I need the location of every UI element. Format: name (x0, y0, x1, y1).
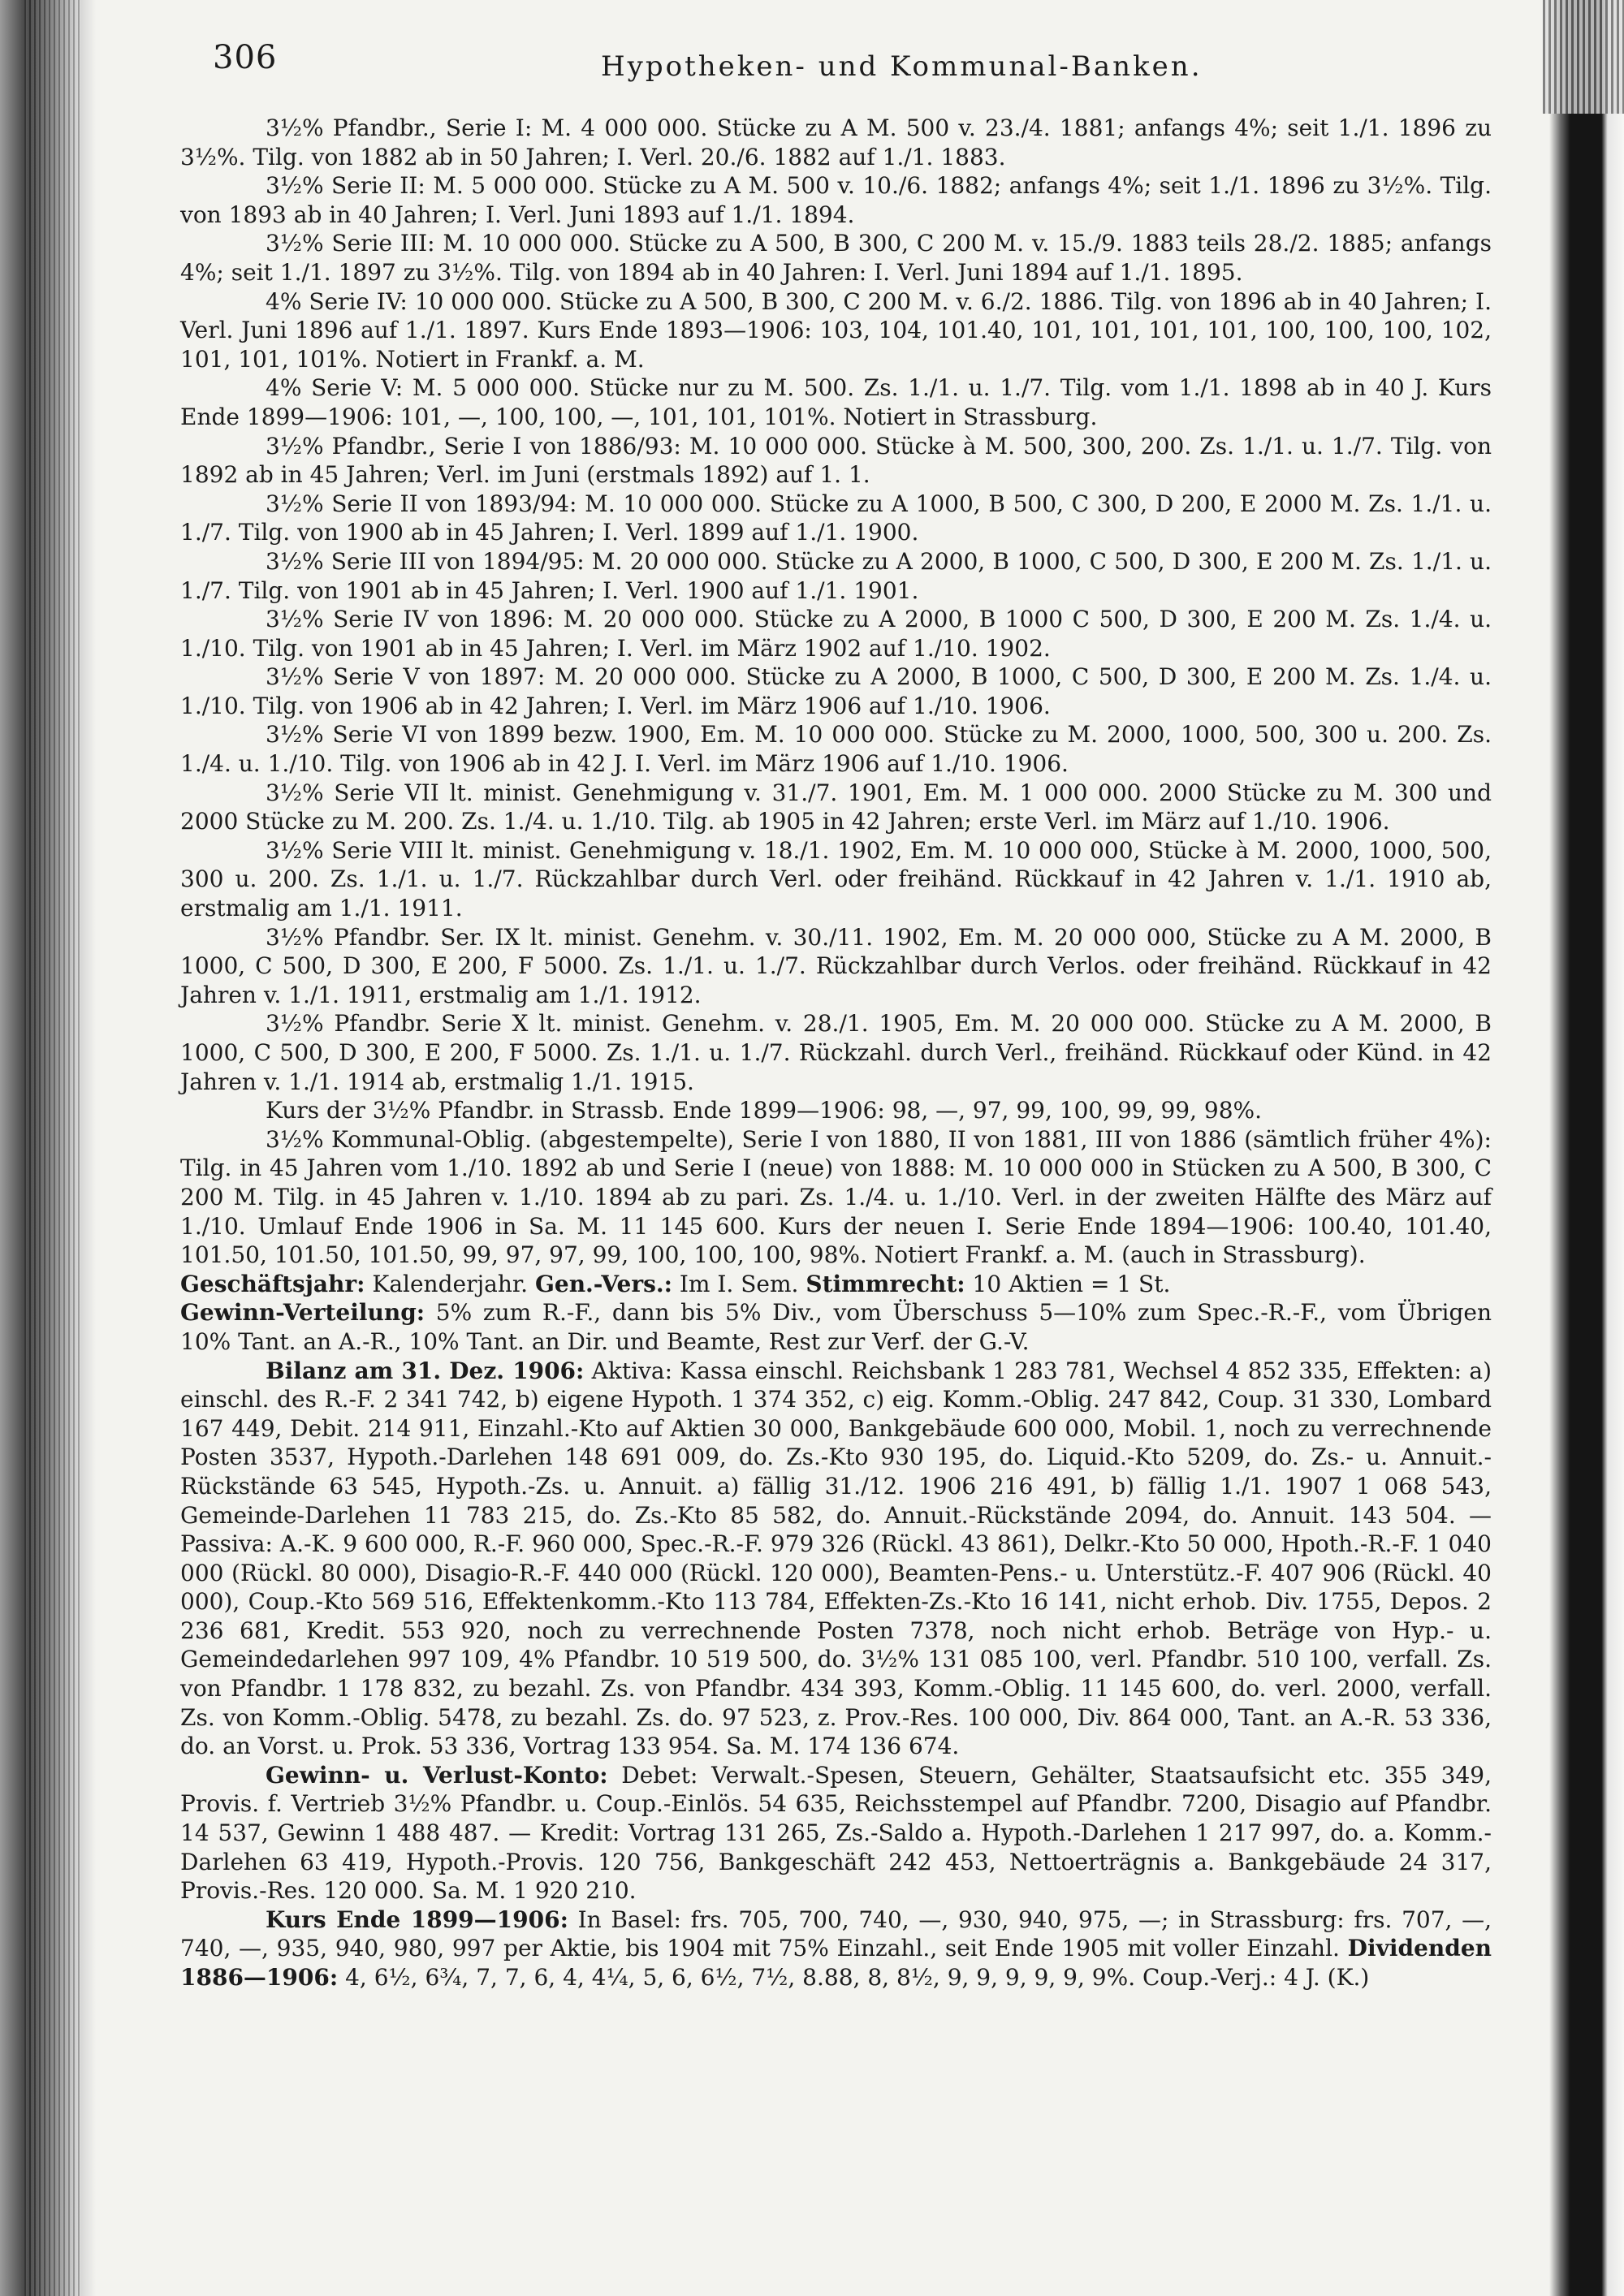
geschaeftsjahr-label: Geschäftsjahr: (180, 1270, 365, 1297)
kurs-text: In Basel: frs. 705, 700, 740, —, 930, 940, 975, —; in Strassburg: frs. 707, —, 740, —, 935, 940, 980, 997 per Aktie, bis 1904 mit 75% Einzahl., seit Ende 1905 mit voller Einzahl. (180, 1905, 1492, 1962)
kurs-label: Kurs Ende 1899—1906: (266, 1905, 568, 1933)
bond-paragraph: 3½% Serie IV von 1896: M. 20 000 000. Stücke zu A 2000, B 1000 C 500, D 300, E 200 M. Zs. 1./4. u. 1./10. Tilg. von 1901 ab in 45 Jahren; I. Verl. im März 1902 auf 1./10. 1902. (180, 606, 1492, 662)
gewinn-paragraph (180, 1298, 1492, 1356)
bond-paragraph: 3½% Serie II: M. 5 000 000. Stücke zu A M. 500 v. 10./6. 1882; anfangs 4%; seit 1./1. 1896 zu 3½%. Tilg. von 1893 ab in 40 Jahren; I. Verl. Juni 1893 auf 1./1. 1894. (180, 172, 1492, 228)
page-edge-texture (1543, 0, 1624, 114)
bond-paragraph: 3½% Serie V von 1897: M. 20 000 000. Stücke zu A 2000, B 1000, C 500, D 300, E 200 M. Zs. 1./4. u. 1./10. Tilg. von 1906 ab in 42 Jahren; I. Verl. im März 1906 auf 1./10. 1906. (180, 663, 1492, 719)
genvers-text: Im I. Sem. (672, 1270, 806, 1297)
genvers-label: Gen.-Vers.: (534, 1270, 672, 1297)
book-spine-gutter (0, 0, 96, 2296)
bond-paragraph: 3½% Serie VIII lt. minist. Genehmigung v. 18./1. 1902, Em. M. 10 000 000, Stücke à M. 2000, 1000, 500, 300 u. 200. Zs. 1./1. u. 1./7. Rückzahlbar durch Verl. oder freihänd. Rückkauf in 42 Jahren v. 1./1. 1910 ab, erstmalig am 1./1. 1911. (180, 836, 1492, 922)
bond-paragraph: 3½% Pfandbr. Serie X lt. minist. Genehm. v. 28./1. 1905, Em. M. 20 000 000. Stücke zu A M. 2000, B 1000, C 500, D 300, E 200, F 5000. Zs. 1./1. u. 1./7. Rückzahl. durch Verl., freihänd. Rückkauf oder Künd. in 42 Jahren v. 1./1. 1914 ab, erstmalig 1./1. 1915. (180, 1010, 1492, 1095)
bond-paragraph: 3½% Serie II von 1893/94: M. 10 000 000. Stücke zu A 1000, B 500, C 300, D 200, E 2000 M. Zs. 1./1. u. 1./7. Tilg. von 1900 ab in 45 Jahren; I. Verl. 1899 auf 1./1. 1900. (180, 490, 1492, 546)
running-head: Hypotheken- und Kommunal-Banken. (601, 50, 1203, 83)
bilanz-label: Bilanz am 31. Dez. 1906: (266, 1357, 585, 1384)
bond-paragraph: 3½% Pfandbr., Serie I: M. 4 000 000. Stücke zu A M. 500 v. 23./4. 1881; anfangs 4%; seit 1./1. 1896 zu 3½%. Tilg. von 1882 ab in 50 Jahren; I. Verl. 20./6. 1882 auf 1./1. 1883. (180, 114, 1492, 170)
bond-paragraph: 3½% Serie III: M. 10 000 000. Stücke zu A 500, B 300, C 200 M. v. 15./9. 1883 teils 28./2. 1885; anfangs 4%; seit 1./1. 1897 zu 3½%. Tilg. von 1894 ab in 40 Jahren: I. Verl. Juni 1894 auf 1./1. 1895. (180, 230, 1492, 286)
page-number: 306 (213, 39, 278, 76)
bond-paragraph: 4% Serie IV: 10 000 000. Stücke zu A 500, B 300, C 200 M. v. 6./2. 1886. Tilg. von 1896 ab in 40 Jahren; I. Verl. Juni 1896 auf 1./1. 1897. Kurs Ende 1893—1906: 103, 104, 101.40, 101, 101, 101, 101, 100, 100, 100, 102, 101, 101, 101%. Notiert in Frankf. a. M. (180, 287, 1492, 373)
bond-paragraph: 3½% Serie VI von 1899 bezw. 1900, Em. M. 10 000 000. Stücke zu M. 2000, 1000, 500, 300 u. 200. Zs. 1./4. u. 1./10. Tilg. von 1906 ab in 42 J. I. Verl. im März 1906 auf 1./10. 1906. (180, 721, 1492, 778)
stimmrecht-text: 10 Aktien = 1 St. (965, 1270, 1171, 1297)
guv-paragraph (180, 1761, 1492, 1905)
stimmrecht-label: Stimmrecht: (806, 1270, 965, 1297)
bilanz-text: Aktiva: Kassa einschl. Reichsbank 1 283 781, Wechsel 4 852 335, Effekten: a) einschl. des R.-F. 2 341 742, b) eigene Hypoth. 1 374 352, c) eig. Komm.-Oblig. 247 842, Coup. 31 330, Lombard 167 449, Debit. 214 911, Einzahl.-Kto auf Aktien 30 000, Bankgebäude 600 000, Mobil. 1, noch zu verrechnende Posten 3537, Hypoth.-Darlehen 148 691 009, do. Zs.-Kto 930 195, do. Liquid.-Kto 5209, do. Zs.- u. Annuit.-Rückstände 63 545, Hypoth.-Zs. u. Annuit. a) fällig 31./12. 1906 216 491, b) fällig 1./1. 1907 1 068 543, Gemeinde-Darlehen 11 783 215, do. Zs.-Kto 85 582, do. Annuit.-Rückstände 2094, do. Annuit. 143 504. — Passiva: A.-K. 9 600 000, R.-F. 960 000, Spec.-R.-F. 979 326 (Rückl. 43 861), Delkr.-Kto 50 000, Hpoth.-R.-F. 1 040 000 (Rückl. 80 000), Disagio-R.-F. 440 000 (Rückl. 120 000), Beamten-Pens.- u. Unterstütz.-F. 407 906 (Rückl. 40 000), Coup.-Kto 569 516, Effektenkomm.-Kto 113 784, Effekten-Zs.-Kto 16 141, nicht erhob. Div. 1755, Depos. 2 236 681, Kredit. 553 920, noch zu verrechnende Posten 7378, noch nicht erhob. Beträge von Hyp.- u. Gemeindedarlehen 997 109, 4% Pfandbr. 10 519 500, do. 3½% 131 085 100, verl. Pfandbr. 510 100, verfall. Zs. von Pfandbr. 1 178 832, zu bezahl. Zs. von Pfandbr. 434 393, Komm.-Oblig. 11 145 600, do. verl. 2000, verfall. Zs. von Komm.-Oblig. 5478, zu bezahl. Zs. do. 97 523, z. Prov.-Res. 100 000, Div. 864 000, Tant. an A.-R. 53 336, do. an Vorst. u. Prok. 53 336, Vortrag 133 954. Sa. M. 174 136 674. (180, 1357, 1492, 1760)
geschaeftsjahr-text: Kalenderjahr. (365, 1270, 535, 1297)
gewinn-label: Gewinn-Verteilung: (180, 1299, 425, 1327)
kurs-paragraph (180, 1905, 1492, 1992)
bond-paragraph: Kurs der 3½% Pfandbr. in Strassb. Ende 1899—1906: 98, —, 97, 99, 100, 99, 99, 98%. (266, 1097, 1263, 1124)
guv-text: Debet: Verwalt.-Spesen, Steuern, Gehälter, Staatsaufsicht etc. 355 349, Provis. f. Vertrieb 3½% Pfandbr. u. Coup.-Einlös. 54 635, Reichsstempel auf Pfandbr. 7200, Disagio auf Pfandbr. 14 537, Gewinn 1 488 487. — Kredit: Vortrag 131 265, Zs.-Saldo a. Hypoth.-Darlehen 1 217 997, do. a. Komm.-Darlehen 63 419, Hypoth.-Provis. 120 756, Bankgeschäft 242 453, Nettoerträgnis a. Bankgebäude 24 317, Provis.-Res. 120 000. Sa. M. 1 920 210. (180, 1761, 1492, 1905)
bond-paragraph: 3½% Pfandbr. Ser. IX lt. minist. Genehm. v. 30./11. 1902, Em. M. 20 000 000, Stücke zu A M. 2000, B 1000, C 500, D 300, E 200, F 5000. Zs. 1./1. u. 1./7. Rückzahlbar durch Verlos. oder freihänd. Rückkauf in 42 Jahren v. 1./1. 1911, erstmalig am 1./1. 1912. (180, 923, 1492, 1008)
spine-texture (24, 0, 81, 2296)
bond-paragraph: 3½% Serie III von 1894/95: M. 20 000 000. Stücke zu A 2000, B 1000, C 500, D 300, E 200 M. Zs. 1./1. u. 1./7. Tilg. von 1901 ab in 45 Jahren; I. Verl. 1900 auf 1./1. 1901. (180, 547, 1492, 604)
bond-series-paragraphs (180, 114, 1492, 1270)
guv-label: Gewinn- u. Verlust-Konto: (266, 1761, 608, 1789)
bond-paragraph: 3½% Serie VII lt. minist. Genehmigung v. 31./7. 1901, Em. M. 1 000 000. 2000 Stücke zu M. 300 und 2000 Stücke zu M. 200. Zs. 1./4. u. 1./10. Tilg. ab 1905 in 42 Jahren; erste Verl. im März auf 1./10. 1906. (180, 779, 1492, 835)
dividenden-label: Dividenden 1886—1906: (180, 1935, 1492, 1991)
bond-paragraph: 3½% Kommunal-Oblig. (abgestempelte), Serie I von 1880, II von 1881, III von 1886 (sämtlich früher 4%): Tilg. in 45 Jahren vom 1./10. 1892 ab und Serie I (neue) von 1888: M. 10 000 000 in Stücken zu A 500, B 300, C 200 M. Tilg. in 45 Jahren v. 1./10. 1894 ab zu pari. Zs. 1./4. u. 1./10. Verl. in der zweiten Hälfte des März auf 1./10. Umlauf Ende 1906 in Sa. M. 11 145 600. Kurs der neuen I. Serie Ende 1894—1906: 100.40, 101.40, 101.50, 101.50, 101.50, 99, 97, 97, 99, 100, 100, 100, 98%. Notiert Frankf. a. M. (auch in Strassburg). (180, 1125, 1492, 1269)
bond-paragraph: 3½% Pfandbr., Serie I von 1886/93: M. 10 000 000. Stücke à M. 500, 300, 200. Zs. 1./1. u. 1./7. Tilg. von 1892 ab in 45 Jahren; Verl. im Juni (erstmals 1892) auf 1. 1. (180, 432, 1492, 489)
dividenden-text: 4, 6½, 6¾, 7, 7, 6, 4, 4¼, 5, 6, 6½, 7½, 8.88, 8, 8½, 9, 9, 9, 9, 9, 9%. Coup.-Verj.: 4 J. (K.) (338, 1964, 1370, 1991)
page-edge-shadow (1549, 0, 1624, 2296)
gewinn-text: 5% zum R.-F., dann bis 5% Div., vom Überschuss 5—10% zum Spec.-R.-F., vom Übrigen 10% Tant. an A.-R., 10% Tant. an Dir. und Beamte, Rest zur Verf. der G.-V. (180, 1299, 1492, 1355)
bilanz-paragraph (180, 1357, 1492, 1761)
body-text (180, 114, 1492, 1992)
bond-paragraph: 4% Serie V: M. 5 000 000. Stücke nur zu M. 500. Zs. 1./1. u. 1./7. Tilg. vom 1./1. 1898 ab in 40 J. Kurs Ende 1899—1906: 101, —, 100, 100, —, 101, 101, 101%. Notiert in Strassburg. (180, 374, 1492, 430)
meeting-paragraph (180, 1270, 1492, 1299)
